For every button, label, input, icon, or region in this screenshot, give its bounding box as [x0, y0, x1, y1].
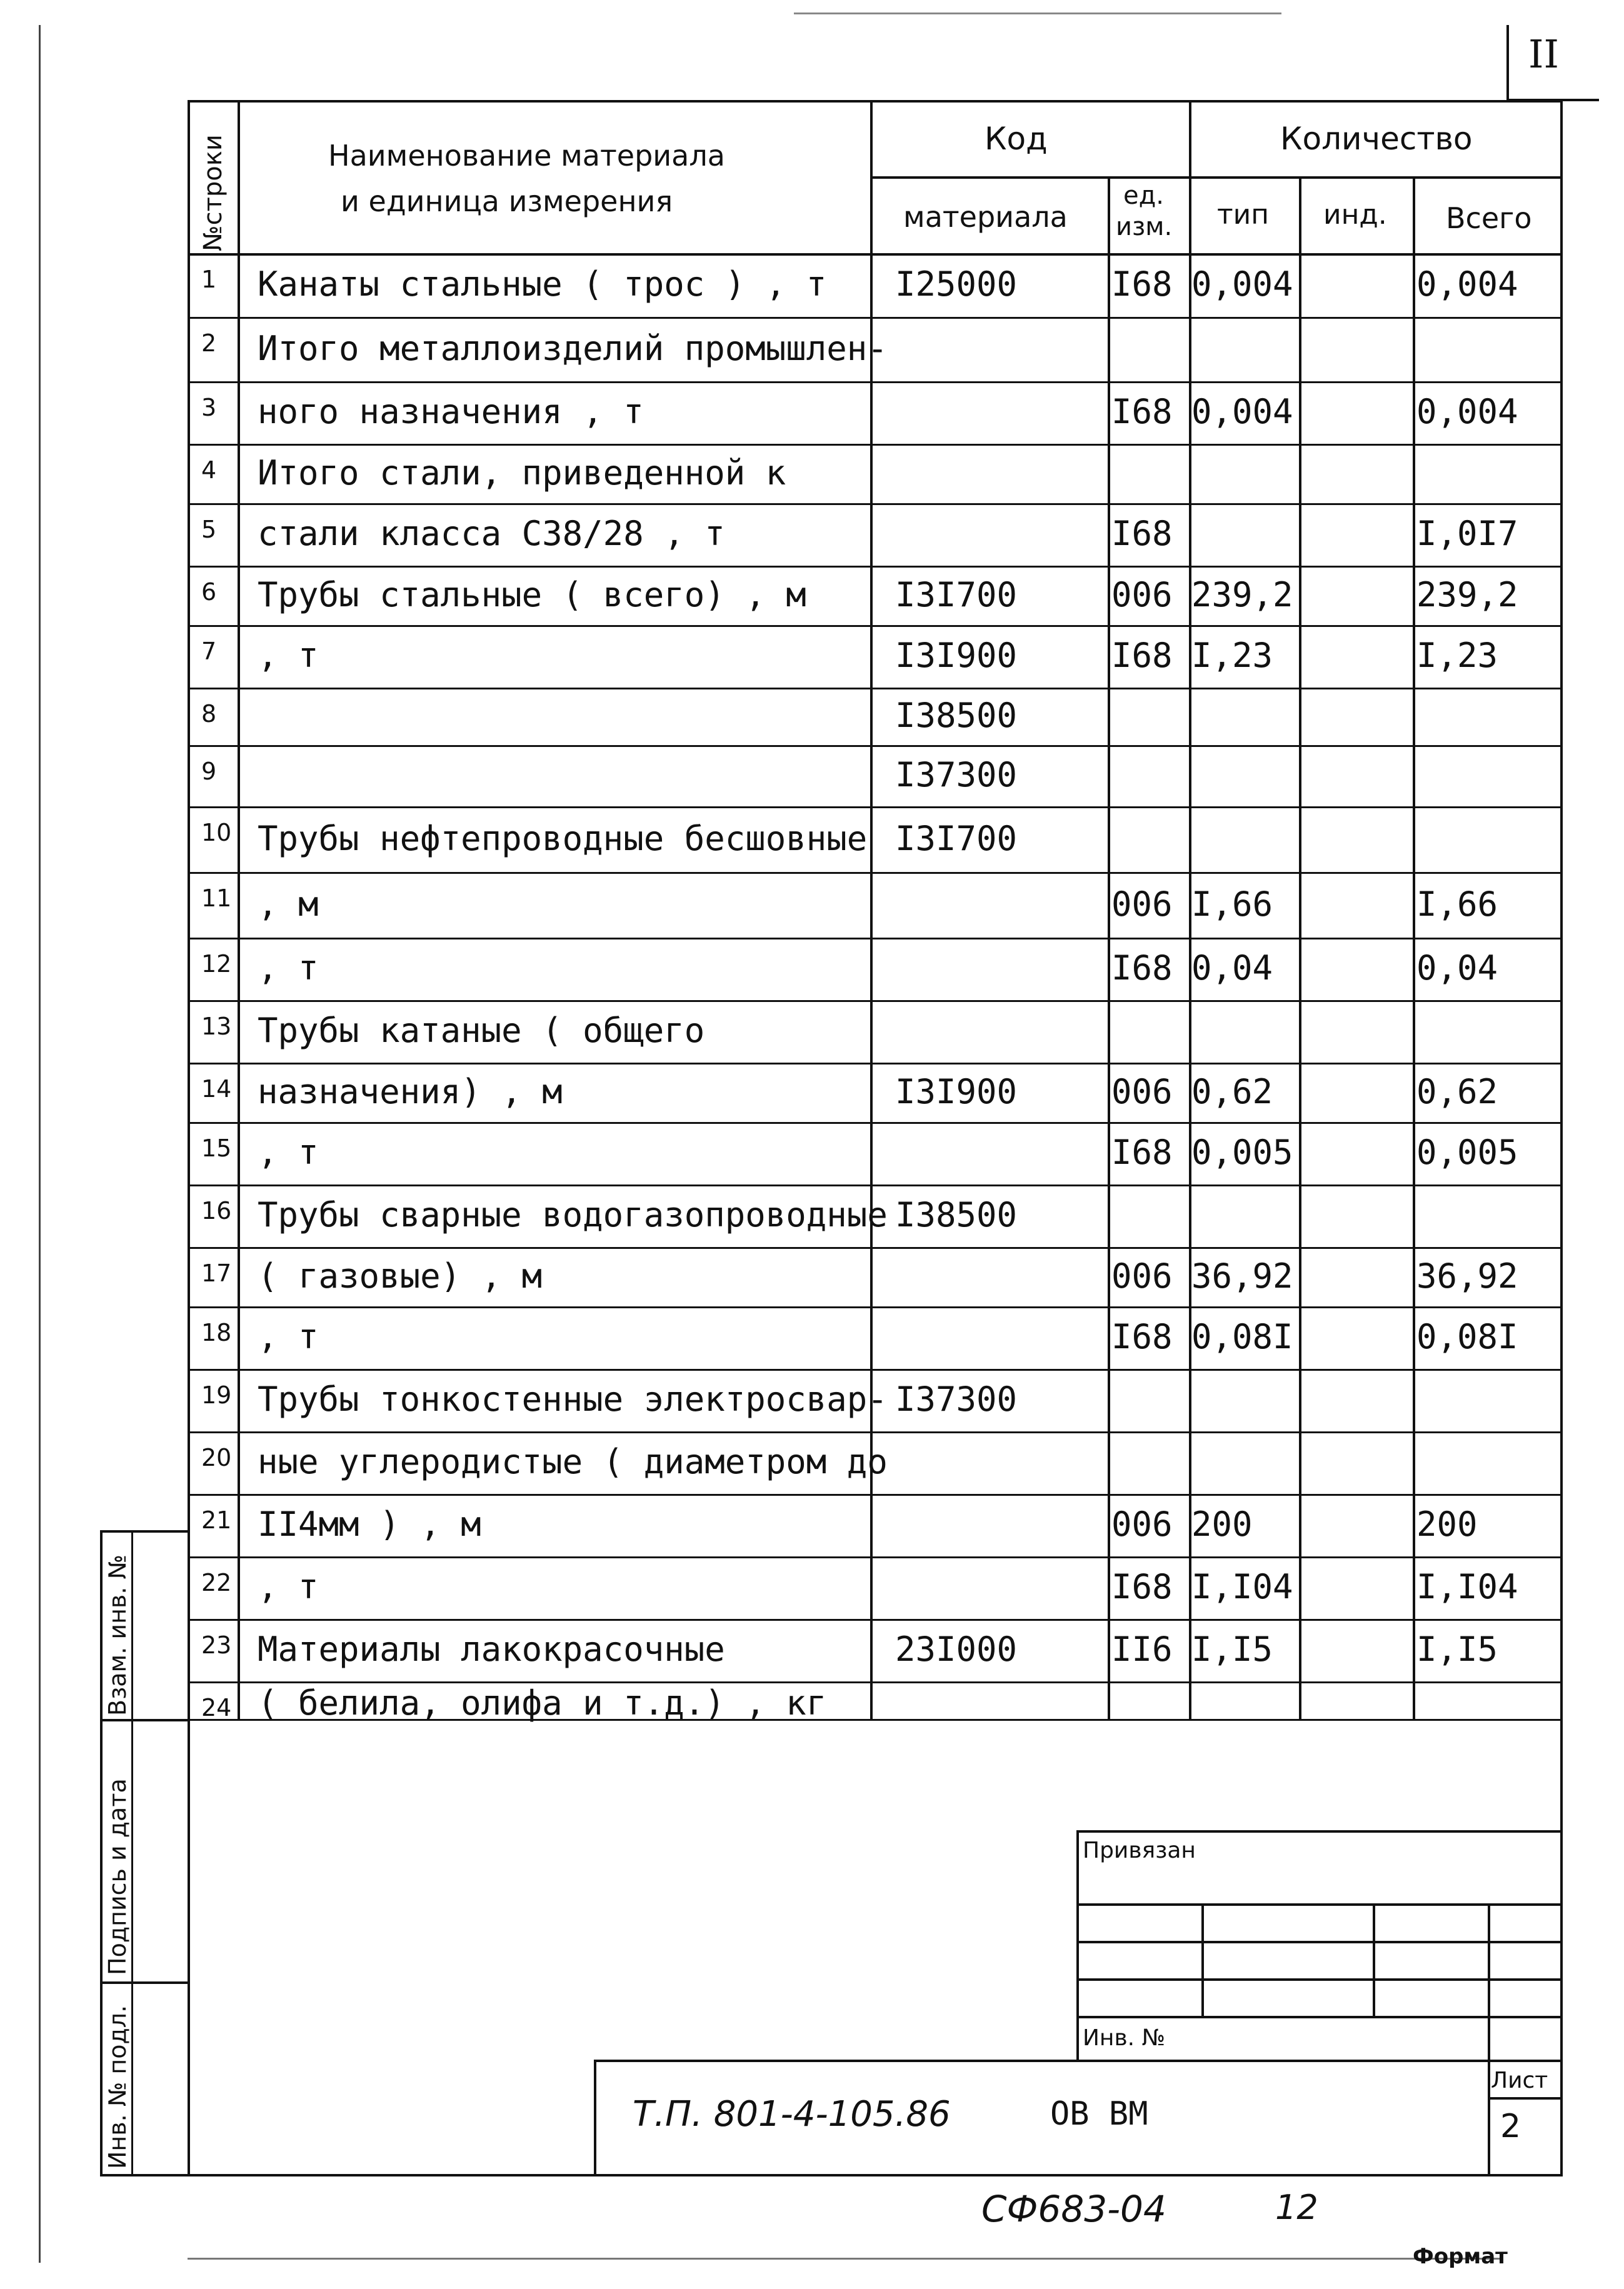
row-total: 0,08I: [1416, 1317, 1518, 1356]
col-line-type: [1299, 176, 1301, 1719]
row-number: 11: [201, 884, 232, 912]
page-number: II: [1528, 31, 1559, 77]
row-type: I,I04: [1191, 1567, 1293, 1606]
row-total: 0,005: [1416, 1133, 1518, 1172]
row-unit: I68: [1111, 1567, 1173, 1606]
row-total: 0,62: [1416, 1071, 1498, 1111]
stamp-vgrid-2: [1373, 1903, 1375, 2016]
row-name: , т: [258, 1133, 319, 1172]
row-number: 20: [201, 1444, 232, 1471]
row-separator: [188, 1556, 1563, 1558]
side-stamp-inv-podl: Инв. № подл.: [104, 2005, 131, 2169]
row-number: 9: [201, 758, 217, 785]
row-type: 0,004: [1191, 392, 1293, 431]
row-separator: [188, 688, 1563, 689]
row-separator: [188, 1063, 1563, 1064]
row-unit: I68: [1111, 1133, 1173, 1172]
header-unit-line2: изм.: [1116, 213, 1173, 241]
row-code: I37300: [895, 755, 1018, 794]
stamp-sheet-label: Лист: [1491, 2068, 1548, 2093]
side-stamp-inner: [131, 1530, 133, 2176]
row-number: 12: [201, 950, 232, 978]
row-name: ( белила, олифа и т.д.) , кг: [258, 1683, 827, 1723]
row-name: , м: [258, 884, 319, 924]
row-code: I3I900: [895, 636, 1018, 675]
row-separator: [188, 503, 1563, 505]
row-name: Итого стали, приведенной к: [258, 453, 786, 493]
row-unit: I68: [1111, 392, 1173, 431]
header-name-line2: и единица измерения: [341, 184, 673, 218]
side-stamp-div2: [100, 1981, 190, 1984]
row-code: I3I900: [895, 1071, 1018, 1111]
row-name: , т: [258, 636, 319, 675]
row-unit: I68: [1111, 514, 1173, 553]
row-number: 18: [201, 1319, 232, 1346]
footer-archive-no: СФ683-04: [981, 2188, 1166, 2230]
row-unit: I68: [1111, 636, 1173, 675]
row-code: I3I700: [895, 574, 1018, 614]
footer-page: 12: [1275, 2188, 1318, 2227]
row-unit: 006: [1111, 574, 1173, 614]
row-name: Трубы тонкостенные электросвар-: [258, 1380, 888, 1419]
row-type: I,I5: [1191, 1630, 1273, 1669]
row-separator: [188, 1431, 1563, 1433]
row-separator: [188, 938, 1563, 939]
row-number: 1: [201, 266, 217, 293]
row-number: 8: [201, 700, 217, 728]
stamp-top: [1076, 1830, 1563, 1833]
header-type: тип: [1217, 199, 1269, 231]
col-line-code: [1108, 176, 1110, 1719]
row-number: 21: [201, 1506, 232, 1534]
row-total: I,66: [1416, 884, 1498, 924]
row-name: Трубы катаные ( общего: [258, 1011, 705, 1050]
stamp-sheet-no: 2: [1500, 2108, 1521, 2145]
left-margin-line: [39, 25, 41, 2263]
header-code-group: Код: [985, 121, 1048, 157]
row-name: , т: [258, 1567, 319, 1606]
row-total: I,23: [1416, 636, 1498, 675]
row-number: 3: [201, 394, 217, 421]
row-unit: II6: [1111, 1630, 1173, 1669]
header-material: материала: [903, 200, 1068, 234]
side-stamp-left: [100, 1530, 103, 2176]
row-total: I,I04: [1416, 1567, 1518, 1606]
row-separator: [188, 625, 1563, 627]
row-separator: [188, 1000, 1563, 1002]
header-name-line1: Наименование материала: [328, 139, 725, 173]
row-separator: [188, 1369, 1563, 1371]
row-total: 0,04: [1416, 948, 1498, 988]
row-name: , т: [258, 948, 319, 988]
row-name: Итого металлоизделий промышлен-: [258, 328, 888, 368]
stamp-vgrid-3: [1488, 1903, 1490, 2061]
table-top-border: [188, 100, 1563, 103]
row-separator: [188, 872, 1563, 874]
row-separator: [188, 745, 1563, 747]
row-total: 200: [1416, 1505, 1478, 1544]
row-separator: [188, 444, 1563, 446]
stamp-doc-code: Т.П. 801-4-105.86: [633, 2094, 951, 2135]
row-number: 17: [201, 1260, 232, 1287]
stamp-doc-mark: ОВ ВМ: [1050, 2095, 1148, 2133]
row-unit: I68: [1111, 948, 1173, 988]
table-right-border: [1560, 100, 1563, 2176]
row-type: 0,005: [1191, 1133, 1293, 1172]
row-name: ( газовые) , м: [258, 1256, 543, 1296]
row-name: ные углеродистые ( диаметром до: [258, 1442, 888, 1481]
header-quantity-group: Количество: [1280, 121, 1473, 157]
row-number: 5: [201, 516, 217, 543]
row-unit: 006: [1111, 1505, 1173, 1544]
row-code: I38500: [895, 1195, 1018, 1235]
row-unit: 006: [1111, 1071, 1173, 1111]
row-name: , т: [258, 1317, 319, 1356]
stamp-privyazan: Привязан: [1083, 1838, 1196, 1863]
row-name: назначения) , м: [258, 1071, 563, 1111]
row-name: Трубы стальные ( всего) , м: [258, 574, 806, 614]
row-type: 239,2: [1191, 574, 1293, 614]
row-type: 0,04: [1191, 948, 1273, 988]
header-total: Всего: [1446, 201, 1532, 235]
row-type: 0,62: [1191, 1071, 1273, 1111]
side-stamp-vz-inv: Взам. инв. №: [104, 1554, 131, 1716]
row-name: II4мм ) , м: [258, 1505, 481, 1544]
header-bottom: [188, 253, 1563, 256]
row-number: 6: [201, 578, 217, 606]
row-name: Канаты стальные ( трос ) , т: [258, 264, 827, 304]
page-number-box-left: [1506, 25, 1509, 100]
row-total: 0,004: [1416, 392, 1518, 431]
row-number: 4: [201, 456, 217, 484]
row-total: I,I5: [1416, 1630, 1498, 1669]
side-stamp-div1: [100, 1719, 190, 1721]
row-type: 0,08I: [1191, 1317, 1293, 1356]
row-type: I,23: [1191, 636, 1273, 675]
row-number: 22: [201, 1569, 232, 1596]
row-code: I3I700: [895, 818, 1018, 858]
footer-format: Формат: [1413, 2244, 1508, 2269]
table-bottom-border: [100, 2174, 1563, 2176]
row-total: 239,2: [1416, 574, 1518, 614]
header-unit-line1: ед.: [1123, 181, 1164, 210]
row-separator: [188, 317, 1563, 319]
header-row-no: №строки: [199, 134, 228, 251]
row-unit: 006: [1111, 884, 1173, 924]
row-unit: I68: [1111, 264, 1173, 304]
row-number: 23: [201, 1631, 232, 1659]
row-type: I,66: [1191, 884, 1273, 924]
row-separator: [188, 1185, 1563, 1186]
row-separator: [188, 381, 1563, 383]
col-line-ind: [1413, 176, 1415, 1719]
col-line-rownum: [238, 100, 240, 1719]
table-left-border: [188, 100, 190, 2176]
row-name: ного назначения , т: [258, 392, 644, 431]
row-name: Трубы нефтепроводные бесшовные: [258, 818, 868, 858]
row-name: Трубы сварные водогазопроводные: [258, 1195, 888, 1235]
row-number: 7: [201, 638, 217, 665]
row-total: 36,92: [1416, 1256, 1518, 1296]
bottom-scan-line: [188, 2258, 1500, 2260]
stamp-sheet-div: [1488, 2097, 1563, 2100]
row-code: 23I000: [895, 1630, 1018, 1669]
row-code: I38500: [895, 696, 1018, 735]
row-separator: [188, 1247, 1563, 1249]
row-number: 19: [201, 1381, 232, 1409]
row-type: 200: [1191, 1505, 1253, 1544]
row-separator: [188, 1494, 1563, 1496]
stamp-left: [1076, 1830, 1079, 2061]
row-separator: [188, 1619, 1563, 1621]
stamp-main-left: [594, 2060, 596, 2176]
row-type: 36,92: [1191, 1256, 1293, 1296]
row-separator: [188, 1122, 1563, 1124]
side-stamp-sign-date: Подпись и дата: [104, 1778, 131, 1975]
row-separator: [188, 566, 1563, 568]
row-code: I25000: [895, 264, 1018, 304]
stamp-inv-no: Инв. №: [1083, 2025, 1166, 2051]
row-number: 2: [201, 329, 217, 357]
row-type: 0,004: [1191, 264, 1293, 304]
row-name: Материалы лакокрасочные: [258, 1630, 725, 1669]
top-scan-line: [794, 13, 1281, 14]
row-number: 15: [201, 1134, 232, 1162]
stamp-main-top: [594, 2060, 1563, 2062]
side-stamp-top: [100, 1530, 190, 1533]
row-number: 13: [201, 1013, 232, 1040]
row-number: 24: [201, 1694, 232, 1721]
row-unit: I68: [1111, 1317, 1173, 1356]
header-ind: инд.: [1323, 199, 1387, 231]
row-code: I37300: [895, 1380, 1018, 1419]
row-number: 10: [201, 819, 232, 846]
row-total: I,0I7: [1416, 514, 1518, 553]
row-name: стали класса С38/28 , т: [258, 514, 725, 553]
row-unit: 006: [1111, 1256, 1173, 1296]
row-number: 16: [201, 1197, 232, 1225]
header-subline: [870, 176, 1563, 179]
row-total: 0,004: [1416, 264, 1518, 304]
row-number: 14: [201, 1075, 232, 1103]
stamp-sheet-left: [1488, 2060, 1490, 2176]
row-separator: [188, 1306, 1563, 1308]
row-separator: [188, 806, 1563, 808]
stamp-vgrid-1: [1201, 1903, 1204, 2016]
